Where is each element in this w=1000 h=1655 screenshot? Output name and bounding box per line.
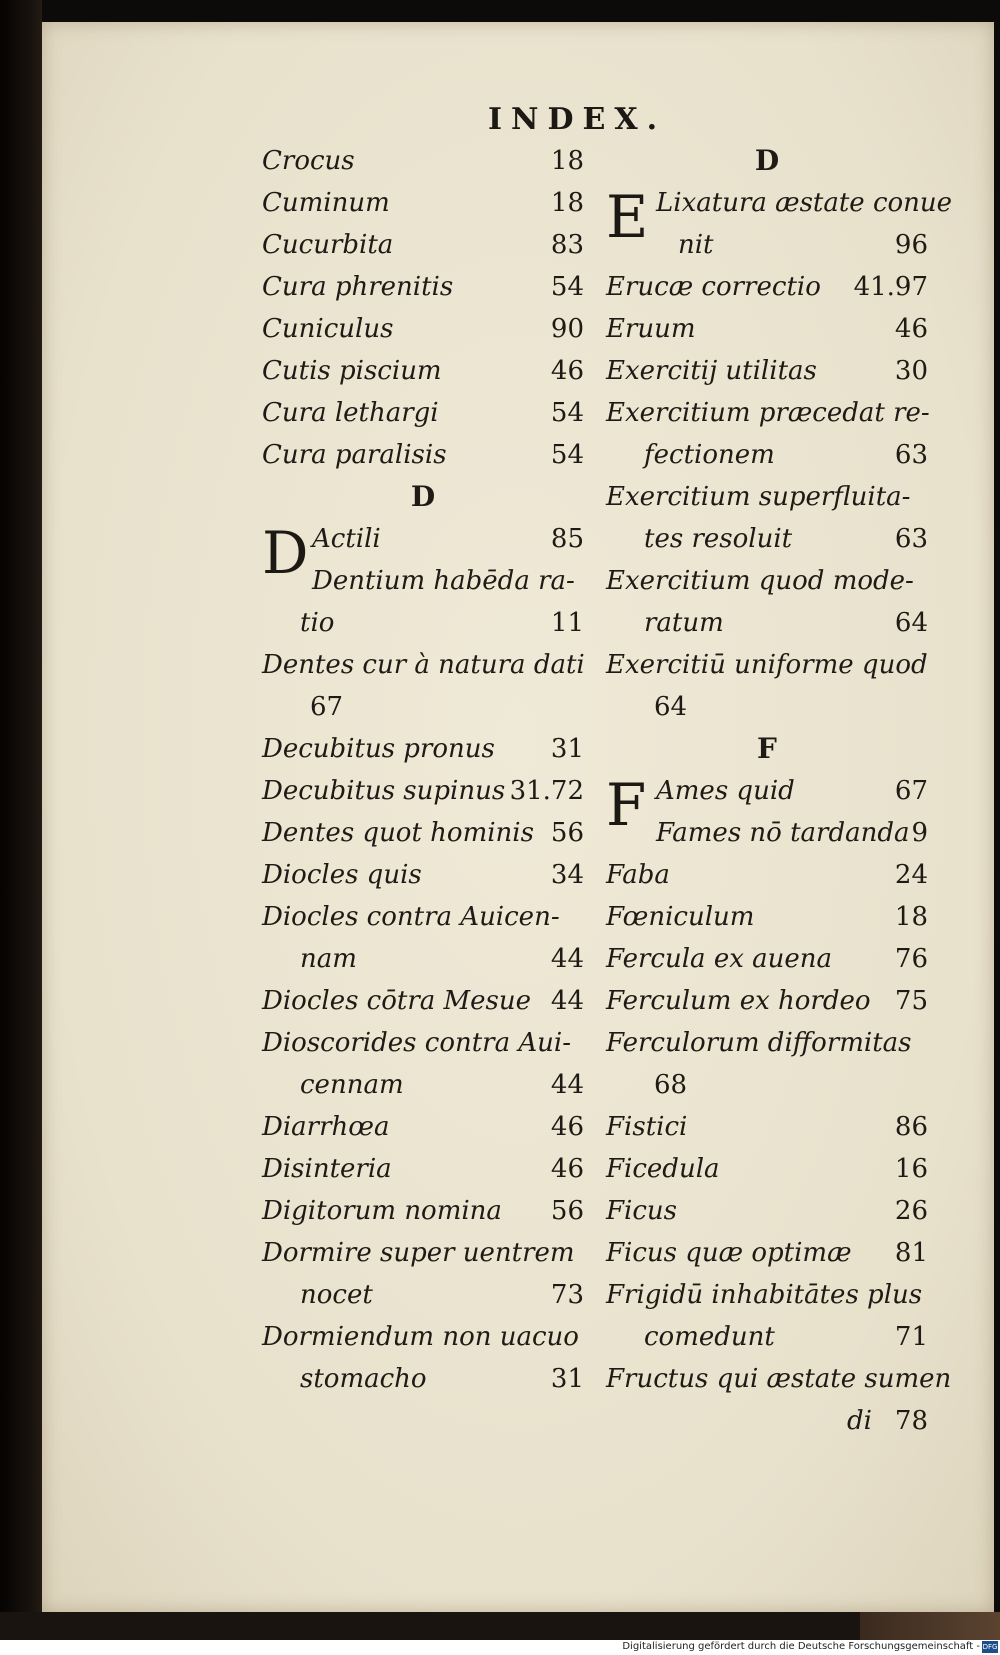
index-entry (606, 476, 928, 518)
page-reference: 24 (894, 860, 928, 890)
index-entry (262, 1274, 584, 1316)
page-reference: 54 (550, 398, 584, 428)
index-entry (606, 434, 928, 476)
index-entry (606, 1274, 928, 1316)
footer-bar (0, 1640, 1000, 1655)
page-reference: 68 (654, 1070, 688, 1100)
index-term: Frigidū inhabitātes plus (606, 1280, 923, 1310)
index-term: Faba (606, 860, 670, 890)
page-reference: 56 (550, 818, 584, 848)
index-entry (262, 182, 584, 224)
index-term: Dentes quot hominis (262, 818, 534, 848)
index-term: Exercitium præcedat re- (606, 398, 930, 428)
index-entry (262, 1022, 584, 1064)
index-entry (606, 350, 928, 392)
index-entry (606, 938, 928, 980)
index-term: di (847, 1406, 872, 1436)
index-term: Actili (312, 524, 381, 554)
page-reference: 78 (894, 1406, 928, 1436)
page-reference: 64 (894, 608, 928, 638)
index-term: Disinteria (262, 1154, 392, 1184)
index-entry (606, 560, 928, 602)
index-term: Cuniculus (262, 314, 394, 344)
index-term: Fructus qui æstate sumen (606, 1364, 952, 1394)
page-reference: 56 (550, 1196, 584, 1226)
page-reference: 18 (550, 188, 584, 218)
index-term: tio (300, 608, 335, 638)
index-term: Dentium habēda ra- (312, 566, 575, 596)
index-term: nit (678, 230, 714, 260)
page-reference: 18 (550, 146, 584, 176)
page-reference: 54 (550, 440, 584, 470)
index-entry (606, 392, 928, 434)
page-reference: 81 (894, 1238, 928, 1268)
index-term: Diocles quis (262, 860, 422, 890)
index-term: comedunt (644, 1322, 775, 1352)
index-entry (262, 560, 584, 602)
page-reference: 18 (894, 902, 928, 932)
index-entry (262, 392, 584, 434)
page-reference: 46 (550, 1154, 584, 1184)
index-term: Fames nō tardanda (656, 818, 910, 848)
index-term: Fœniculum (606, 902, 755, 932)
index-term: Fistici (606, 1112, 688, 1142)
index-term: stomacho (300, 1364, 427, 1394)
book-binding-edge (860, 1612, 1000, 1640)
index-entry (606, 1064, 928, 1106)
index-entry (606, 1022, 928, 1064)
index-term: Fercula ex auena (606, 944, 833, 974)
index-entry (606, 602, 928, 644)
index-term: Diarrhœa (262, 1112, 390, 1142)
index-entry (262, 1316, 584, 1358)
index-entry (262, 980, 584, 1022)
index-entry (606, 518, 928, 560)
page-reference: 11 (550, 608, 584, 638)
dfg-logo-icon: DFG (982, 1643, 998, 1651)
index-term: Ficedula (606, 1154, 720, 1184)
index-entry (262, 224, 584, 266)
page-reference: 75 (894, 986, 928, 1016)
index-term: Cura phrenitis (262, 272, 454, 302)
page-reference: 34 (550, 860, 584, 890)
index-term: Cucurbita (262, 230, 394, 260)
index-term: Exercitij utilitas (606, 356, 817, 386)
index-term: Lixatura æstate conue (656, 188, 953, 218)
index-entry (606, 1148, 928, 1190)
page-reference: 26 (894, 1196, 928, 1226)
drop-initial: E (606, 183, 649, 251)
index-term: Dormiendum non uacuo (262, 1322, 579, 1352)
index-term: Dioscorides contra Aui- (262, 1028, 571, 1058)
index-term: tes resoluit (644, 524, 793, 554)
index-term: Ferculum ex hordeo (606, 986, 871, 1016)
page-reference: 85 (550, 524, 584, 554)
page-reference: 31.72 (509, 776, 584, 806)
index-entry (262, 644, 584, 686)
page-reference: 44 (550, 1070, 584, 1100)
page-reference: 64 (654, 692, 688, 722)
index-term: Cura paralisis (262, 440, 447, 470)
index-term: fectionem (644, 440, 775, 470)
book-spine-shadow (0, 0, 42, 1655)
page-reference: 46 (894, 314, 928, 344)
index-term: Decubitus pronus (262, 734, 495, 764)
index-column-right (606, 140, 953, 1442)
page-reference: 46 (550, 1112, 584, 1142)
index-term: Diocles cōtra Mesue (262, 986, 532, 1016)
index-entry (606, 686, 928, 728)
page-reference: 76 (894, 944, 928, 974)
index-term: Ficus quæ optimæ (606, 1238, 852, 1268)
index-entry (262, 686, 584, 728)
index-term: Digitorum nomina (262, 1196, 502, 1226)
letter-section-heading: D (754, 144, 780, 177)
page-reference: 86 (894, 1112, 928, 1142)
index-entry (262, 434, 584, 476)
index-entry (606, 224, 928, 266)
index-term: Ames quid (656, 776, 795, 806)
index-entry (606, 266, 928, 308)
index-term: Decubitus supinus (262, 776, 506, 806)
page-reference: 67 (310, 692, 344, 722)
index-entry (606, 1400, 928, 1442)
page-reference: 31 (550, 1364, 584, 1394)
index-term: Diocles contra Auicen- (262, 902, 560, 932)
index-column-left (262, 140, 584, 1400)
page-reference: 30 (894, 356, 928, 386)
index-entry (262, 1232, 584, 1274)
index-term: Exercitium superfluita- (606, 482, 911, 512)
index-term: Cura lethargi (262, 398, 439, 428)
page-reference: 71 (894, 1322, 928, 1352)
page-reference: 41.97 (853, 272, 928, 302)
page-reference: 63 (894, 524, 928, 554)
index-entry (262, 266, 584, 308)
index-term: Cuminum (262, 188, 390, 218)
page-reference: 67 (894, 776, 928, 806)
index-entry (606, 896, 928, 938)
page-reference: 31 (550, 734, 584, 764)
index-entry (262, 896, 584, 938)
index-entry (606, 1190, 928, 1232)
index-term: Cutis piscium (262, 356, 442, 386)
page-reference: 73 (550, 1280, 584, 1310)
letter-section-heading: F (757, 732, 777, 765)
page-reference: 90 (550, 314, 584, 344)
index-term: cennam (300, 1070, 404, 1100)
index-term: Erucæ correctio (606, 272, 821, 302)
page-reference: 96 (894, 230, 928, 260)
index-term: Exercitiū uniforme quod (606, 650, 928, 680)
index-term: nocet (300, 1280, 373, 1310)
index-entry (262, 854, 584, 896)
index-entry (262, 812, 584, 854)
index-entry (606, 980, 928, 1022)
index-term: Eruum (606, 314, 696, 344)
page-reference: 44 (550, 944, 584, 974)
index-entry (262, 350, 584, 392)
index-entry (606, 1232, 928, 1274)
index-entry (606, 644, 928, 686)
page-reference: 46 (550, 356, 584, 386)
index-entry (262, 770, 584, 812)
index-entry (262, 1358, 584, 1400)
index-entry (262, 1190, 584, 1232)
index-term: ratum (644, 608, 724, 638)
drop-initial: F (606, 771, 647, 839)
index-term: Dormire super uentrem (262, 1238, 575, 1268)
page-reference: 54 (550, 272, 584, 302)
index-entry (262, 308, 584, 350)
index-term: Exercitium quod mode- (606, 566, 914, 596)
page-reference: 16 (894, 1154, 928, 1184)
index-term: nam (300, 944, 357, 974)
index-entry (262, 728, 584, 770)
page-reference: 9 (911, 818, 928, 848)
footer-credit: Digitalisierung gefördert durch die Deutsche Forschungsgemeinschaft - (622, 1641, 980, 1652)
index-entry (606, 1316, 928, 1358)
index-entry (262, 1064, 584, 1106)
index-entry (606, 308, 928, 350)
index-entry (262, 1106, 584, 1148)
index-term: Ficus (606, 1196, 678, 1226)
index-entry (606, 812, 928, 854)
scan-bottom-edge (0, 1612, 1000, 1640)
index-entry (606, 854, 928, 896)
running-head: INDEX. (488, 102, 667, 137)
index-entry (262, 938, 584, 980)
page-reference: 83 (550, 230, 584, 260)
index-term: Dentes cur à natura dati (262, 650, 585, 680)
index-entry (262, 140, 584, 182)
index-term: Crocus (262, 146, 355, 176)
index-entry (262, 1148, 584, 1190)
letter-section-heading: D (410, 480, 436, 513)
index-entry (606, 1106, 928, 1148)
page-reference: 44 (550, 986, 584, 1016)
index-entry (606, 1358, 952, 1400)
index-term: Ferculorum difformitas (606, 1028, 912, 1058)
page-reference: 63 (894, 440, 928, 470)
index-entry (262, 602, 584, 644)
drop-initial: D (262, 519, 309, 587)
